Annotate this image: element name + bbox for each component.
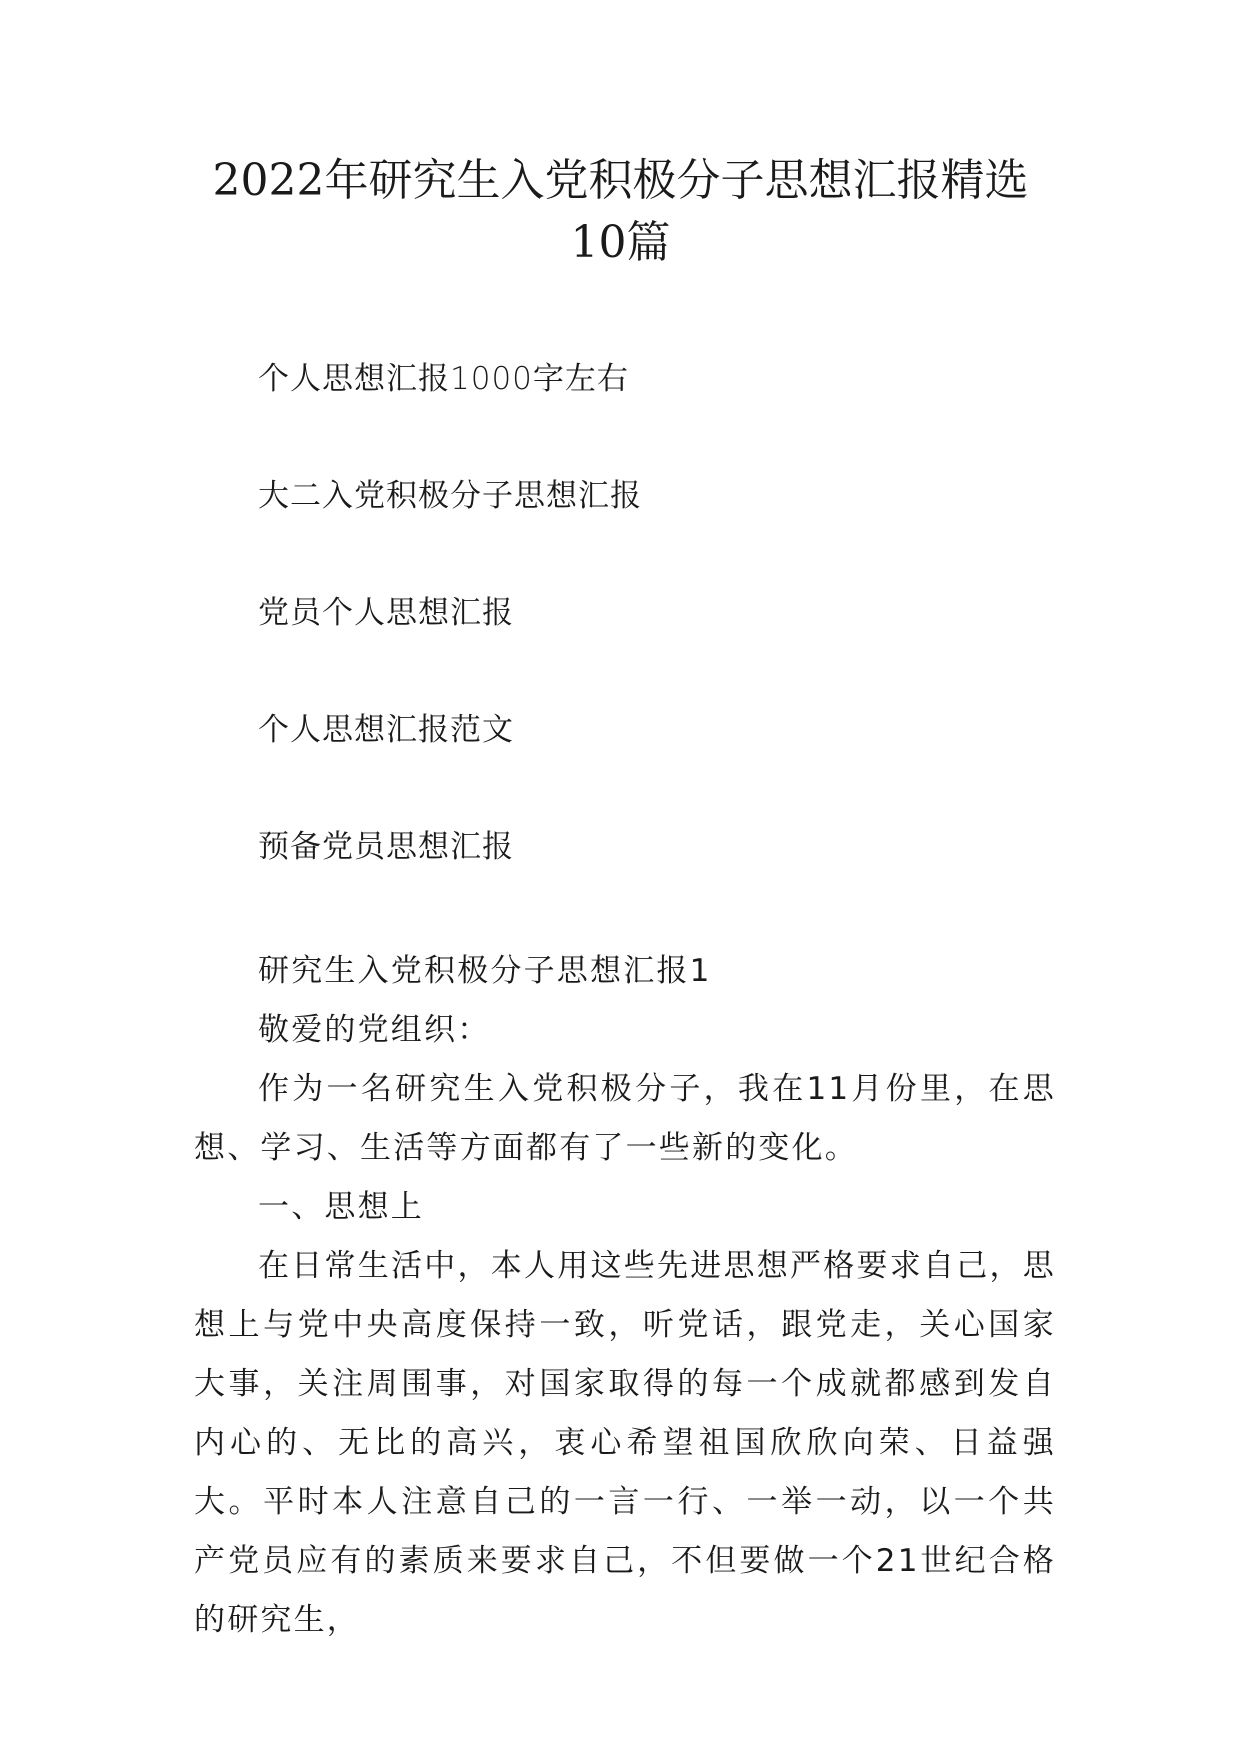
document-title [150, 150, 1091, 274]
title-line-1: 2022年研究生入党积极分子思想汇报精选 [212, 155, 1029, 206]
section-heading: 一、思想上 [258, 1189, 424, 1225]
toc-item: 党员个人思想汇报 [258, 595, 514, 631]
toc-item: 个人思想汇报1000字左右 [258, 361, 629, 397]
toc-item: 个人思想汇报范文 [258, 712, 514, 748]
table-of-contents [258, 355, 1058, 940]
section-title: 研究生入党积极分子思想汇报1 [258, 953, 712, 989]
toc-item: 预备党员思想汇报 [258, 829, 514, 865]
document-body [194, 942, 1056, 1650]
toc-item: 大二入党积极分子思想汇报 [258, 478, 642, 514]
paragraph: 在日常生活中，本人用这些先进思想严格要求自己，思想上与党中央高度保持一致，听党话，跟党走，关心国家大事，关注周围事，对国家取得的每一个成就都感到发自内心的、无比的高兴，衷心希望祖国欣欣向荣、日益强大。平时本人注意自己的一言一行、一举一动，以一个共产党员应有的素质来要求自己，不但要做一个21世纪合格的研究生， [194, 1248, 1056, 1638]
salutation: 敬爱的党组织： [258, 1012, 491, 1048]
title-line-2: 10篇 [570, 217, 671, 268]
paragraph: 作为一名研究生入党积极分子，我在11月份里，在思想、学习、生活等方面都有了一些新的变化。 [194, 1071, 1056, 1166]
